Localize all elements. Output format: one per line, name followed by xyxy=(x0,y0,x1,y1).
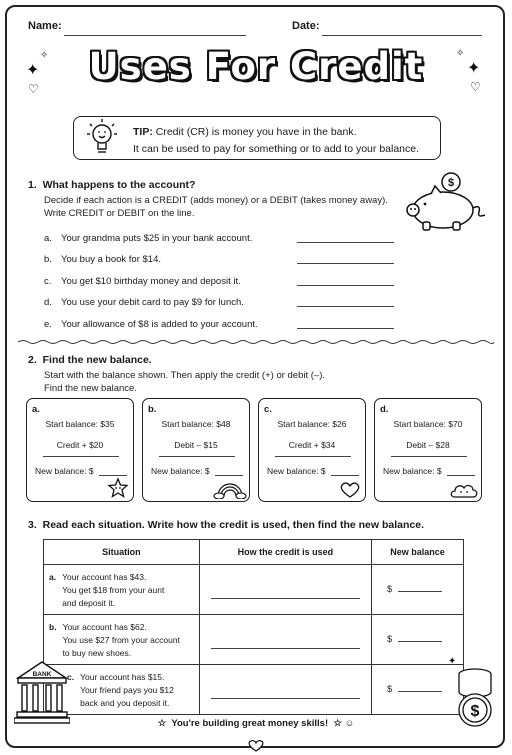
card-letter: a. xyxy=(32,404,40,415)
new-balance-field[interactable] xyxy=(398,591,442,592)
table-row xyxy=(44,565,464,615)
credit-use-field[interactable] xyxy=(211,636,360,649)
section-1-instructions xyxy=(44,194,388,220)
wavy-divider xyxy=(18,339,494,345)
question-letter: b. xyxy=(44,254,52,265)
balance-card-a xyxy=(26,398,134,502)
cloud-icon xyxy=(449,481,479,499)
start-balance: Start balance: $70 xyxy=(393,419,463,429)
transaction: Debit – $15 xyxy=(174,440,218,450)
question-letter: d. xyxy=(44,297,52,308)
row-letter: a. xyxy=(49,572,57,582)
row-letter: b. xyxy=(49,622,57,632)
heart-icon xyxy=(339,481,361,499)
transaction: Credit + $34 xyxy=(288,440,336,450)
date-field[interactable] xyxy=(322,35,482,36)
new-balance-cell xyxy=(373,616,462,644)
work-line xyxy=(159,456,235,457)
new-balance-field[interactable] xyxy=(447,475,475,476)
heart-outline-icon: ♡ xyxy=(28,82,39,96)
answer-line[interactable] xyxy=(297,242,394,243)
balance-card-b xyxy=(142,398,250,502)
new-balance-cell xyxy=(373,566,462,594)
coin-dollar-sign: $ xyxy=(447,177,455,189)
card-letter: d. xyxy=(380,404,389,415)
column-header: How the credit is used xyxy=(199,540,371,565)
star-outline-icon: ☆ xyxy=(333,718,342,729)
start-balance: Start balance: $35 xyxy=(45,419,115,429)
situation-line: to buy new shoes. xyxy=(62,648,132,658)
section-heading: Read each situation. Write how the credit is used, then find the new balance. xyxy=(42,519,424,531)
question-letter: e. xyxy=(44,319,52,330)
coin-dollar-sign: $ xyxy=(470,703,480,720)
heart-outline-icon xyxy=(230,740,282,752)
answer-line[interactable] xyxy=(297,285,394,286)
balance-card-c xyxy=(258,398,366,502)
section-2-title xyxy=(28,354,152,366)
footer xyxy=(0,718,512,729)
star-icon xyxy=(107,477,129,499)
instruction-line: Decide if each action is a CREDIT (adds money) or a DEBIT (takes money away). xyxy=(44,195,388,206)
situation-line: and deposit it. xyxy=(62,598,116,608)
section-number: 3. xyxy=(28,519,37,531)
row-letter: c. xyxy=(67,672,75,682)
situation-line: back and you deposit it. xyxy=(80,698,170,708)
question-text: Your grandma puts $25 in your bank account. xyxy=(61,233,253,244)
name-field[interactable] xyxy=(64,35,246,36)
dollar-sign: $ xyxy=(387,634,393,644)
page-title: Uses For Credit xyxy=(88,45,424,88)
start-balance: Start balance: $48 xyxy=(161,419,231,429)
question-text: Your allowance of $8 is added to your account. xyxy=(61,319,258,330)
transaction: Credit + $20 xyxy=(56,440,104,450)
dollar-sign: $ xyxy=(387,584,393,594)
dollar-sign: $ xyxy=(387,684,393,694)
bank-building-icon xyxy=(14,658,70,724)
new-balance-field[interactable] xyxy=(215,475,243,476)
section-2-instructions xyxy=(44,369,325,395)
situation-cell xyxy=(45,566,198,613)
situation-line: Your account has $15. xyxy=(80,672,165,682)
new-balance-cell xyxy=(373,666,462,694)
column-header: Situation xyxy=(44,540,200,565)
card-letter: c. xyxy=(264,404,272,415)
piggy-bank-icon xyxy=(401,170,493,232)
tip-line-1: Credit (CR) is money you have in the bank. xyxy=(155,126,357,138)
answer-line[interactable] xyxy=(297,263,394,264)
column-header: New balance xyxy=(372,540,464,565)
sparkle-icon: ✦ xyxy=(467,60,481,77)
table-row xyxy=(44,665,464,715)
lightbulb-icon xyxy=(85,114,119,164)
name-label: Name: xyxy=(28,20,62,32)
new-balance-field[interactable] xyxy=(398,691,442,692)
start-balance: Start balance: $26 xyxy=(277,419,347,429)
bank-sign: BANK xyxy=(32,671,52,678)
answer-line[interactable] xyxy=(297,306,394,307)
tip-text xyxy=(133,124,419,158)
sparkle-icon: ✧ xyxy=(40,50,49,61)
new-balance-label: New balance: $ xyxy=(35,466,94,476)
table-row xyxy=(44,615,464,665)
section-number: 2. xyxy=(28,354,37,366)
star-outline-icon: ☆ xyxy=(157,718,167,729)
section-number: 1. xyxy=(28,179,37,191)
tip-line-2: It can be used to pay for something or to add to your balance. xyxy=(133,143,420,155)
question-letter: a. xyxy=(44,233,52,244)
section-heading: What happens to the account? xyxy=(42,179,196,191)
work-line xyxy=(391,456,467,457)
new-balance-label: New balance: $ xyxy=(151,466,210,476)
work-line xyxy=(43,456,119,457)
question-text: You get $10 birthday money and deposit it. xyxy=(61,276,241,287)
question-text: You buy a book for $14. xyxy=(61,254,162,265)
footer-text: You're building great money skills! xyxy=(171,718,329,729)
credit-use-field[interactable] xyxy=(211,586,360,599)
work-line xyxy=(275,456,351,457)
balance-card-d xyxy=(374,398,482,502)
card-letter: b. xyxy=(148,404,157,415)
situation-line: Your account has $43. xyxy=(62,572,147,582)
sparkle-icon: ✧ xyxy=(456,48,465,59)
new-balance-field[interactable] xyxy=(331,475,359,476)
tip-label: TIP: xyxy=(133,126,153,138)
situation-line: Your account has $62. xyxy=(62,622,147,632)
table-header-row xyxy=(44,540,464,565)
new-balance-field[interactable] xyxy=(398,641,442,642)
date-label: Date: xyxy=(292,20,320,32)
new-balance-field[interactable] xyxy=(99,475,127,476)
situation-line: You use $27 from your account xyxy=(62,635,180,645)
situation-line: Your friend pays you $12 xyxy=(80,685,174,695)
section-3-title xyxy=(28,519,424,531)
transaction: Debit – $28 xyxy=(406,440,450,450)
smiley-icon: ☺ xyxy=(344,718,355,729)
answer-line[interactable] xyxy=(297,328,394,329)
new-balance-label: New balance: $ xyxy=(383,466,442,476)
new-balance-label: New balance: $ xyxy=(267,466,326,476)
heart-outline-icon: ♡ xyxy=(470,80,481,94)
situation-cell xyxy=(45,616,198,663)
sparkle-icon: ✦ xyxy=(26,62,40,79)
situation-line: You get $18 from your aunt xyxy=(62,585,165,595)
credit-use-field[interactable] xyxy=(211,686,360,699)
instruction-line: Find the new balance. xyxy=(44,383,137,394)
section-1-title xyxy=(28,179,195,191)
rainbow-icon xyxy=(213,479,247,499)
situation-table xyxy=(43,539,464,715)
question-text: You use your debit card to pay $9 for lunch. xyxy=(61,297,244,308)
sparkle-icon: ✦ xyxy=(448,656,457,667)
instruction-line: Start with the balance shown. Then apply the credit (+) or debit (–). xyxy=(44,370,326,381)
section-heading: Find the new balance. xyxy=(42,354,152,366)
question-letter: c. xyxy=(44,276,52,287)
instruction-line: Write CREDIT or DEBIT on the line. xyxy=(44,208,195,219)
